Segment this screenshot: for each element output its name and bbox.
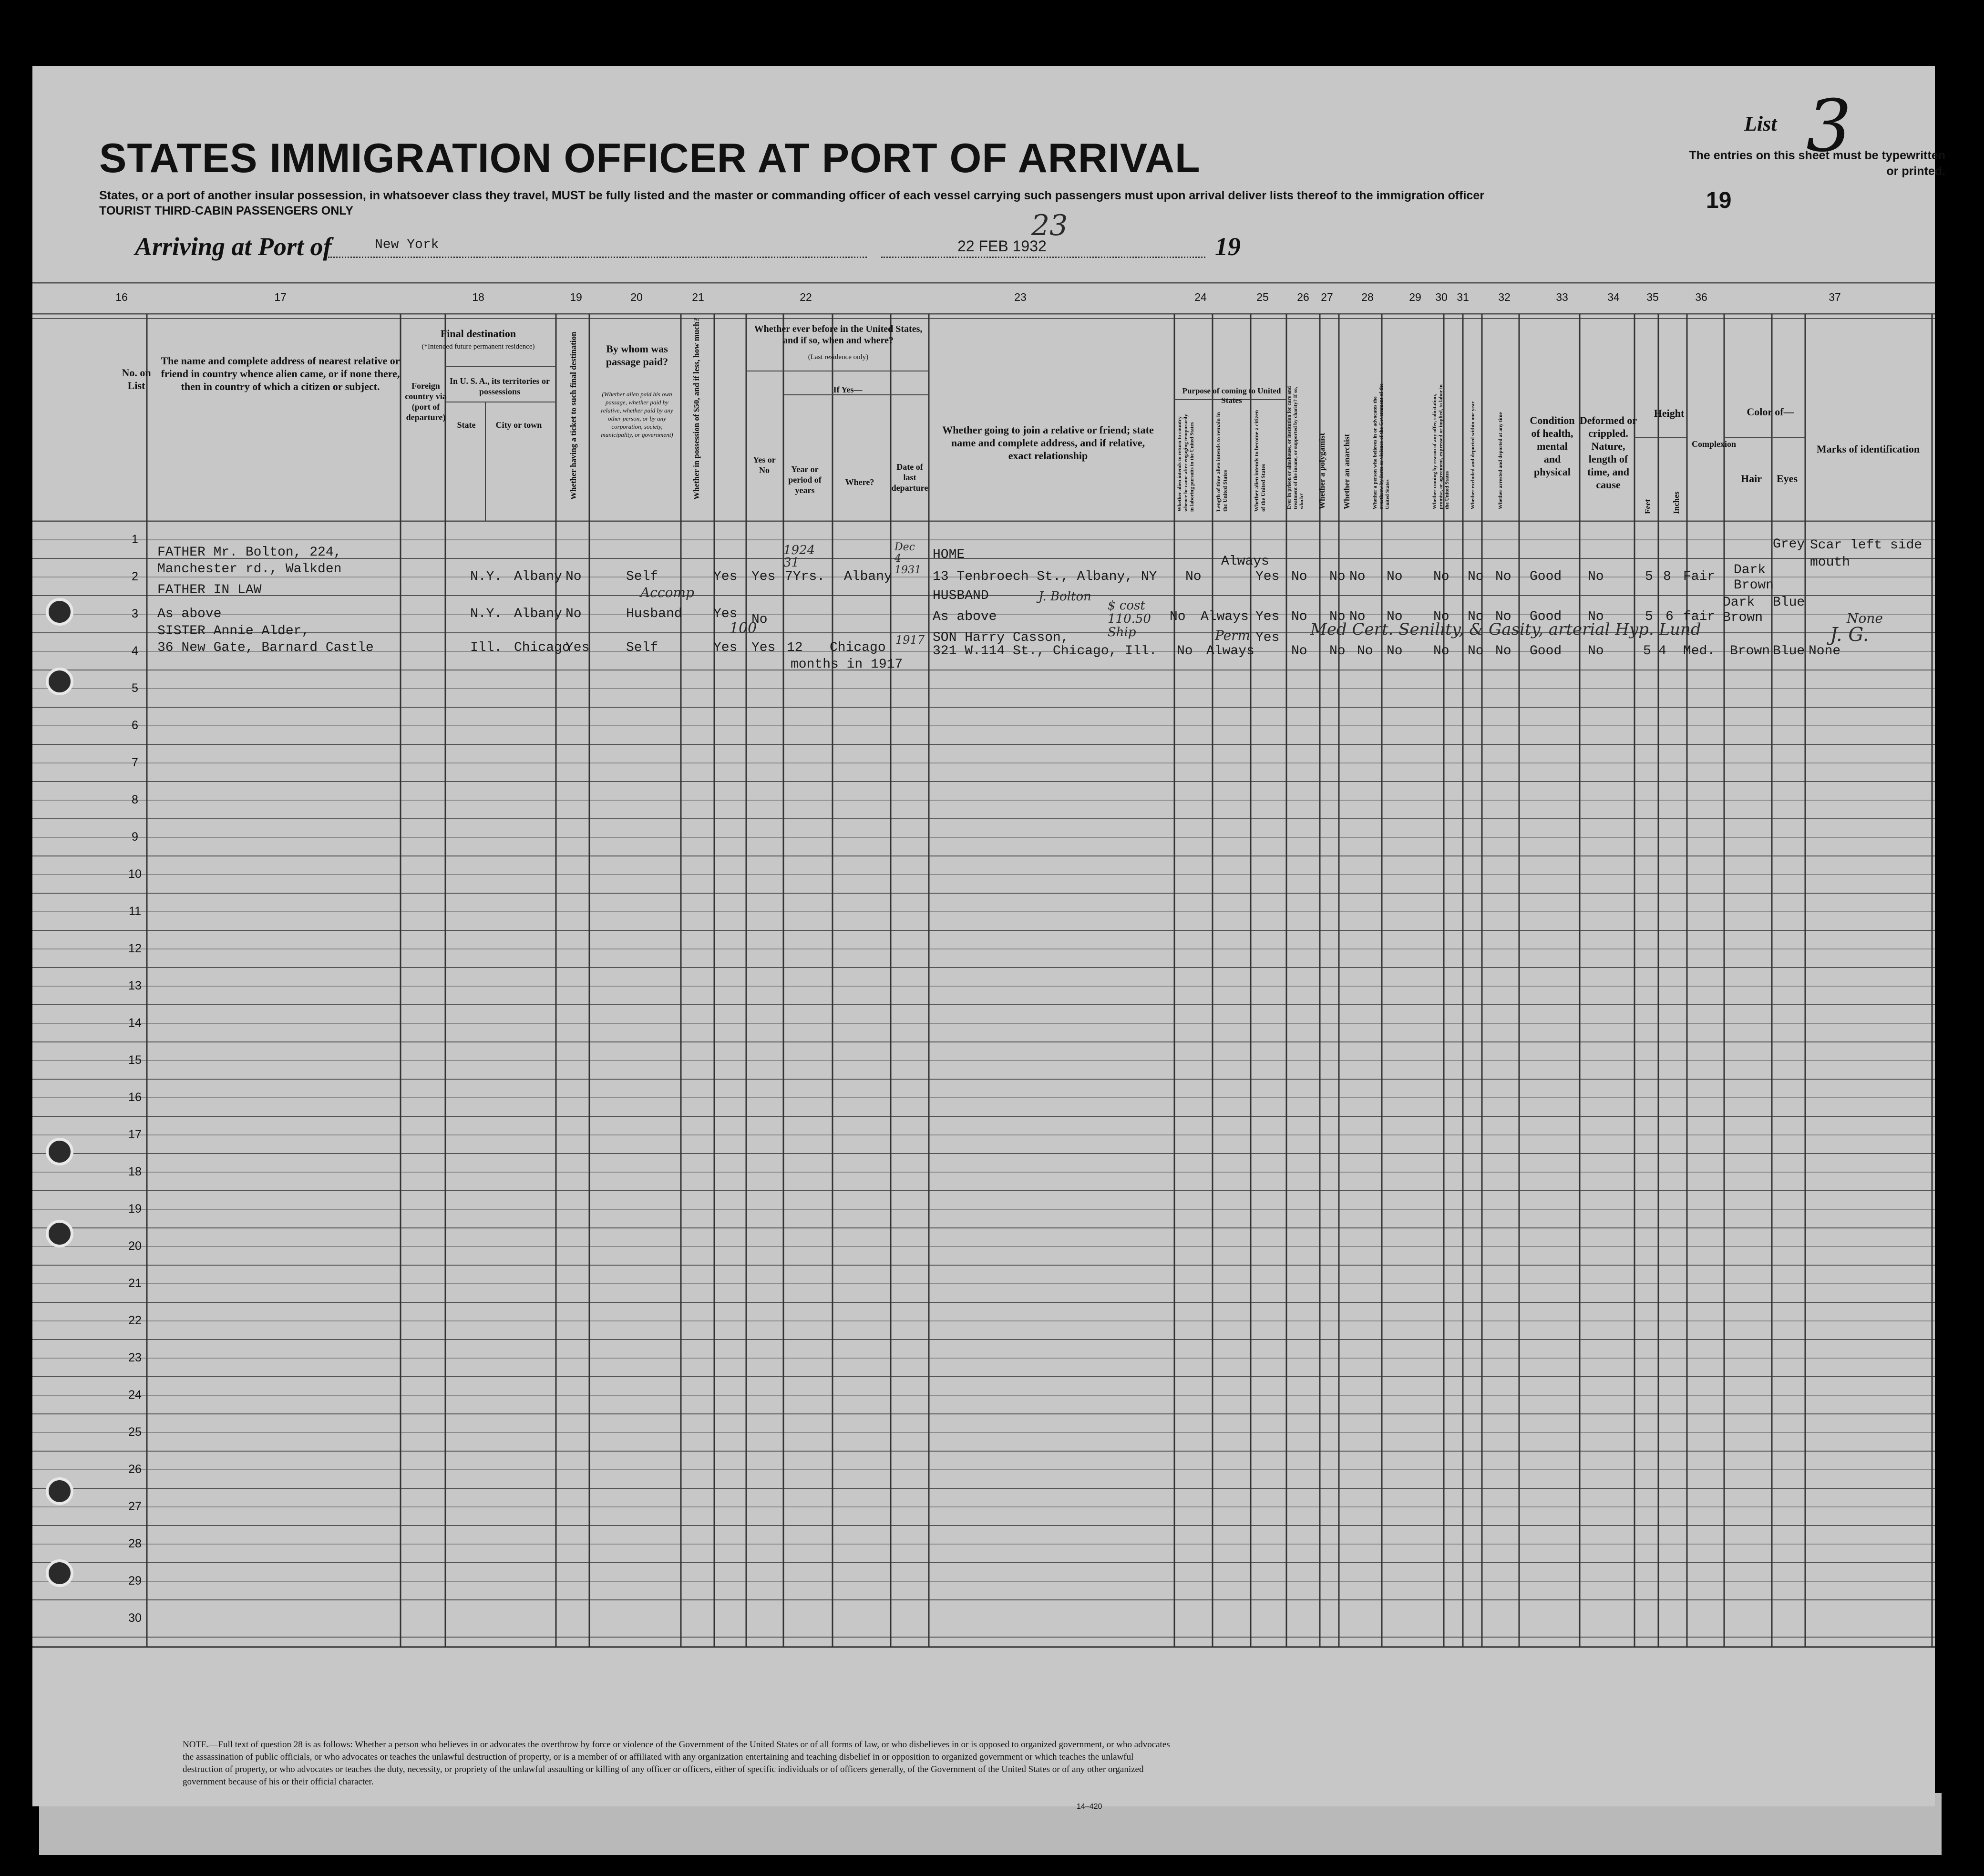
head-purpose-remain: Length of time alien intends to remain in the United States (1215, 412, 1228, 512)
head-foreign-country: Foreign country via (port of departure) (405, 381, 447, 422)
binder-hole (46, 598, 73, 626)
row-number: 7 (132, 756, 138, 769)
r1-join-line1: HOME (933, 547, 965, 562)
row-number: 19 (128, 1202, 142, 1216)
r2-join-line2: As above (933, 609, 997, 624)
r2-money: Yes (713, 607, 738, 621)
head-eyes: Eyes (1777, 473, 1798, 484)
head-feet: Feet (1643, 499, 1652, 514)
r3-offer: No (1433, 644, 1449, 659)
r1-anarchist: No (1349, 569, 1366, 584)
colnum-31: 31 (1457, 291, 1469, 303)
r2-city: Albany (514, 607, 562, 621)
r2-inches: 6 (1665, 609, 1674, 624)
row-number: 30 (128, 1611, 142, 1625)
r2-offer: No (1433, 609, 1449, 624)
r1-years: 7Yrs. (785, 569, 825, 584)
colnum-23: 23 (1014, 291, 1027, 303)
head-excluded: Whether excluded and deported within one year (1470, 401, 1476, 509)
r3-hair: Brown (1730, 644, 1770, 659)
r1-relative-line1: FATHER Mr. Bolton, 224, (157, 545, 342, 560)
r3-departure: 1917 (895, 633, 925, 647)
r2-before: No (751, 612, 768, 627)
r2-eyes: Blue (1773, 595, 1805, 610)
r3-before: Yes (751, 640, 776, 655)
colnum-29: 29 (1409, 291, 1421, 303)
r2-join-handwritten: J. Bolton (1038, 589, 1091, 604)
head-final-destination-sub: (*Intended future permanent residence) (421, 343, 535, 350)
passenger-class: TOURIST THIRD-CABIN PASSENGERS ONLY (99, 204, 353, 217)
head-purpose: Purpose of coming to United States (1182, 386, 1281, 405)
corner-number: 19 (1706, 188, 1732, 213)
colnum-34: 34 (1607, 291, 1620, 303)
colnum-19: 19 (570, 291, 582, 303)
head-if-yes: If Yes— (833, 385, 863, 394)
r3-initials: J. G. (1830, 624, 1869, 646)
r1-inches: 8 (1663, 569, 1671, 584)
row-number: 27 (128, 1500, 142, 1513)
r3-money: Yes (713, 640, 738, 655)
head-passage-paid-sub: (Whether alien paid his own passage, whether paid by relative, whether paid by any other person, or by any corporation, society, municipality, or government) (601, 391, 673, 438)
r2-arrested: No (1495, 609, 1511, 624)
head-going-to-join: Whether going to join a relative or friend; state name and complete address, and if relative, exact relationship (942, 424, 1154, 462)
colnum-33: 33 (1556, 291, 1568, 303)
r3-citizen: Yes (1255, 630, 1280, 645)
r3-eyes: Blue (1773, 644, 1805, 659)
r2-excluded: No (1468, 609, 1484, 624)
colnum-35: 35 (1646, 291, 1659, 303)
row-number: 20 (128, 1239, 142, 1253)
r2-paid-handwritten: Accomp (640, 585, 694, 600)
r1-overthrow: No (1387, 569, 1403, 584)
head-yes-no: Yes or No (753, 455, 776, 475)
head-height: Height (1654, 407, 1685, 419)
typewritten-note: The entries on this sheet must be typewritten or printed. (1689, 149, 1945, 178)
date-stamp: 22 FEB 1932 (957, 237, 1047, 255)
r2-relative-line2: As above (157, 607, 222, 621)
head-hair: Hair (1741, 473, 1762, 484)
head-ever-before: Whether ever before in the United States, and if so, when and where? (754, 324, 923, 346)
row-number: 17 (128, 1128, 142, 1141)
head-anarchist: Whether an anarchist (1342, 433, 1351, 509)
date-dotted-line (881, 257, 1205, 258)
row-number: 1 (132, 533, 138, 546)
r2-state: N.Y. (470, 607, 503, 621)
row-number: 9 (132, 830, 138, 844)
r1-money: Yes (713, 569, 738, 584)
head-city: City or town (495, 420, 542, 430)
footnote-question-28: NOTE.—Full text of question 28 is as follows: Whether a person who believes in or advocates the overthrow by force or violence of the Government of the United States or of all forms of law, or who disbelieves in or is opposed to organized government, or who advocates the assassination of public officials, or who advocates or teaches the unlawful destruction of property, or is a member of or affiliated with any organization entertaining and teaching disbelief in or opposition to organized government or which teaches the unlawful destruction of property, or who advocates or teaches the duty, necessity, or propriety of the unlawful assaulting or killing of any officer or officers, either of specific individuals or of officers generally, of the Government of the United States or of any other organized government because of his or their official character. (183, 1740, 1170, 1787)
r3-ticket: Yes (565, 640, 590, 655)
colnum-37: 37 (1829, 291, 1841, 303)
r3-paid-by: Self (626, 640, 658, 655)
r1-deformed: No (1588, 569, 1604, 584)
row-number: 25 (128, 1425, 142, 1439)
r2-relative-line1: FATHER IN LAW (157, 583, 262, 598)
r1-departure: Dec 4 1931 (894, 541, 921, 576)
r1-complexion: Fair (1683, 569, 1716, 584)
r1-years-handwritten: 1924 31 (783, 543, 815, 570)
port-name: New York (375, 237, 439, 252)
head-overthrow: Whether a person who believes in or advocates the overthrow by force or violence of the Government of the United States (1372, 383, 1390, 509)
colnum-20: 20 (630, 291, 643, 303)
row-number: 15 (128, 1053, 142, 1067)
head-marks: Marks of identification (1816, 443, 1920, 455)
head-deformed: Deformed or crippled. Nature, length of time, and cause (1579, 414, 1637, 491)
r1-excluded: No (1468, 569, 1484, 584)
head-in-usa: In U. S. A., its territories or possessions (450, 376, 550, 396)
row-number: 4 (132, 644, 138, 658)
colnum-16: 16 (115, 291, 128, 303)
row-number: 2 (132, 570, 138, 583)
head-arrested: Whether arrested and deported at any time (1498, 412, 1503, 509)
r3-prison: No (1291, 644, 1307, 659)
r1-relative-line2: Manchester rd., Walkden (157, 562, 342, 577)
r1-eyes: Grey (1773, 537, 1805, 552)
arriving-label: Arriving at Port of (135, 232, 332, 261)
colnum-25: 25 (1256, 291, 1269, 303)
r2-marks: None (1847, 610, 1883, 626)
head-prison: Ever in prison or almshouse, or institution for care and treatment of the insane, or supported by charity? If so, which? (1286, 386, 1305, 509)
r1-return: No (1185, 569, 1202, 584)
r1-marks: Scar left side mouth (1810, 538, 1922, 570)
binder-hole (46, 1477, 73, 1505)
head-purpose-return: Whether alien intends to return to country whence he came after engaging temporarily in laboring pursuits in the United States (1177, 414, 1195, 512)
r3-medical-certificate: Med Cert. Senility, & Gasity, arterial Hyp. Lund (1310, 620, 1701, 639)
r2-remain: Always (1201, 609, 1249, 624)
head-color-of: Color of— (1747, 406, 1794, 418)
row-number: 6 (132, 719, 138, 732)
head-final-destination: Final destination (440, 328, 516, 340)
r3-where: Chicago (830, 640, 886, 655)
row-number: 14 (128, 1016, 142, 1030)
r2-prison: No (1291, 609, 1307, 624)
r3-join-line1: SON Harry Casson, (933, 630, 1069, 645)
head-state: State (457, 420, 476, 430)
r2-health: Good (1530, 609, 1562, 624)
form-code: 14–420 (1077, 1803, 1102, 1811)
manifest-sheet (32, 66, 1945, 1811)
form-subtitle: States, or a port of another insular possession, in whatsoever class they travel, MUST be fully listed and the master or commanding officer of each vessel carrying such passengers must upon arrival deliver lists thereof to the immigration officer (99, 189, 1484, 202)
r1-join-line2: 13 Tenbroech St., Albany, NY (933, 569, 1157, 584)
r3-return: No (1177, 644, 1193, 659)
row-number: 29 (128, 1574, 142, 1587)
r2-join-line1: HUSBAND (933, 588, 989, 603)
r1-health: Good (1530, 569, 1562, 584)
r3-deformed: No (1588, 644, 1604, 659)
r2-complexion: fair (1683, 609, 1716, 624)
r3-excluded: No (1468, 644, 1484, 659)
colnum-17: 17 (274, 291, 287, 303)
r2-hair: Dark Brown (1723, 595, 1763, 625)
r3-anarchist: No (1357, 644, 1373, 659)
row-number: 8 (132, 793, 138, 806)
r1-offer: No (1433, 569, 1449, 584)
r2-polygamist: No (1329, 609, 1346, 624)
r3-state: Ill. (470, 640, 503, 655)
row-number: 21 (128, 1277, 142, 1290)
r3-join-line2: 321 W.114 St., Chicago, Ill. (933, 644, 1157, 659)
colnum-18: 18 (472, 291, 484, 303)
r3-polygamist: No (1329, 644, 1346, 659)
form-grid (32, 66, 1935, 1806)
colnum-22: 22 (800, 291, 812, 303)
colnum-26: 26 (1297, 291, 1309, 303)
form-title: STATES IMMIGRATION OFFICER AT PORT OF ARRIVAL (99, 135, 1201, 181)
head-ever-before-sub: (Last residence only) (808, 353, 869, 361)
head-offer: Whether coming by reason of any offer, solicitation, promise, or agreement, expressed or implied, to labor in the United States (1432, 384, 1450, 509)
binder-hole (46, 1559, 73, 1587)
row-number: 3 (132, 607, 138, 620)
r1-where: Albany (844, 569, 892, 584)
r3-money-handwritten: 100 (730, 620, 757, 637)
head-ticket: Whether having a ticket to such final destination (569, 331, 578, 500)
r2-anarchist: No (1349, 609, 1366, 624)
row-number: 5 (132, 681, 138, 695)
r3-overthrow: No (1387, 644, 1403, 659)
colnum-36: 36 (1695, 291, 1707, 303)
r1-state: N.Y. (470, 569, 503, 584)
r3-years: 12 (787, 640, 803, 655)
r1-feet: 5 (1645, 569, 1653, 584)
r3-relative-line2: 36 New Gate, Barnard Castle (157, 640, 374, 655)
r2-feet: 5 (1645, 609, 1653, 624)
row-number: 23 (128, 1351, 142, 1364)
list-label: List (1744, 112, 1777, 135)
head-polygamist: Whether a polygamist (1317, 433, 1326, 509)
colnum-27: 27 (1321, 291, 1333, 303)
row-number: 13 (128, 979, 142, 992)
r3-health: Good (1530, 644, 1562, 659)
r1-citizen: Yes (1255, 569, 1280, 584)
row-number: 11 (129, 905, 141, 918)
r1-polygamist: No (1329, 569, 1346, 584)
binder-hole (46, 668, 73, 695)
r3-complexion: Med. (1683, 644, 1716, 659)
list-number: 3 (1806, 85, 1852, 168)
r2-paid-by: Husband (626, 607, 682, 621)
r3-city: Chicago (514, 640, 570, 655)
colnum-30: 30 (1435, 291, 1448, 303)
colnum-21: 21 (692, 291, 704, 303)
r3-inches: 4 (1658, 644, 1666, 659)
head-health: Condition of health, mental and physical (1530, 414, 1575, 478)
r2-overthrow: No (1387, 609, 1403, 624)
r2-deformed: No (1588, 609, 1604, 624)
colnum-28: 28 (1361, 291, 1374, 303)
r3-arrested: No (1495, 644, 1511, 659)
r2-return: No (1170, 609, 1186, 624)
colnum-32: 32 (1498, 291, 1511, 303)
binder-hole (46, 1138, 73, 1165)
head-relative: The name and complete address of nearest relative or friend in country whence alien came, or if none there, then in country of which a citizen or subject. (161, 355, 400, 392)
r3-years-line2: months in 1917 (791, 657, 903, 672)
row-number: 12 (128, 942, 142, 955)
head-complexion: Complexion (1692, 439, 1737, 449)
head-inches: Inches (1672, 491, 1681, 514)
r3-remain: Always (1206, 644, 1254, 659)
r3-join-handwritten: $ cost 110.50 Ship (1108, 598, 1151, 639)
r1-remain: Always (1221, 554, 1269, 569)
r1-before: Yes (751, 569, 776, 584)
binder-hole (46, 1220, 73, 1247)
r3-relative-line1: SISTER Annie Alder, (157, 624, 310, 639)
r3-marks: None (1809, 644, 1841, 659)
row-number: 18 (128, 1165, 142, 1178)
year-prefix: 19 (1215, 232, 1241, 261)
r1-hair: Dark Brown (1734, 563, 1774, 593)
r1-city: Albany (514, 569, 562, 584)
row-number: 26 (128, 1463, 142, 1476)
colnum-24: 24 (1194, 291, 1207, 303)
head-purpose-citizen: Whether alien intends to become a citizen of the United States (1253, 410, 1266, 512)
row-number: 16 (128, 1091, 142, 1104)
r3-feet: 5 (1643, 644, 1651, 659)
row-number: 28 (128, 1537, 142, 1550)
head-no-on-list: No. on List (122, 367, 151, 392)
head-departure: Date of last departure (891, 462, 928, 493)
head-passage-paid: By whom was passage paid? (606, 343, 668, 368)
port-dotted-line (328, 257, 867, 258)
r2-citizen: Yes (1255, 609, 1280, 624)
r1-paid-by: Self (626, 569, 658, 584)
row-number: 10 (128, 867, 142, 881)
row-number: 22 (128, 1314, 142, 1327)
r1-arrested: No (1495, 569, 1511, 584)
row-number: 24 (128, 1388, 142, 1402)
r1-prison: No (1291, 569, 1307, 584)
r1-ticket: No (565, 569, 582, 584)
head-where: Where? (845, 477, 874, 487)
date-handwritten: 23 (1031, 209, 1068, 242)
head-money: Whether in possession of $50, and if less, how much? (692, 318, 701, 500)
head-year: Year or period of years (788, 464, 822, 495)
r3-remain-handwritten: Perm (1215, 628, 1251, 643)
r2-ticket: No (565, 607, 582, 621)
